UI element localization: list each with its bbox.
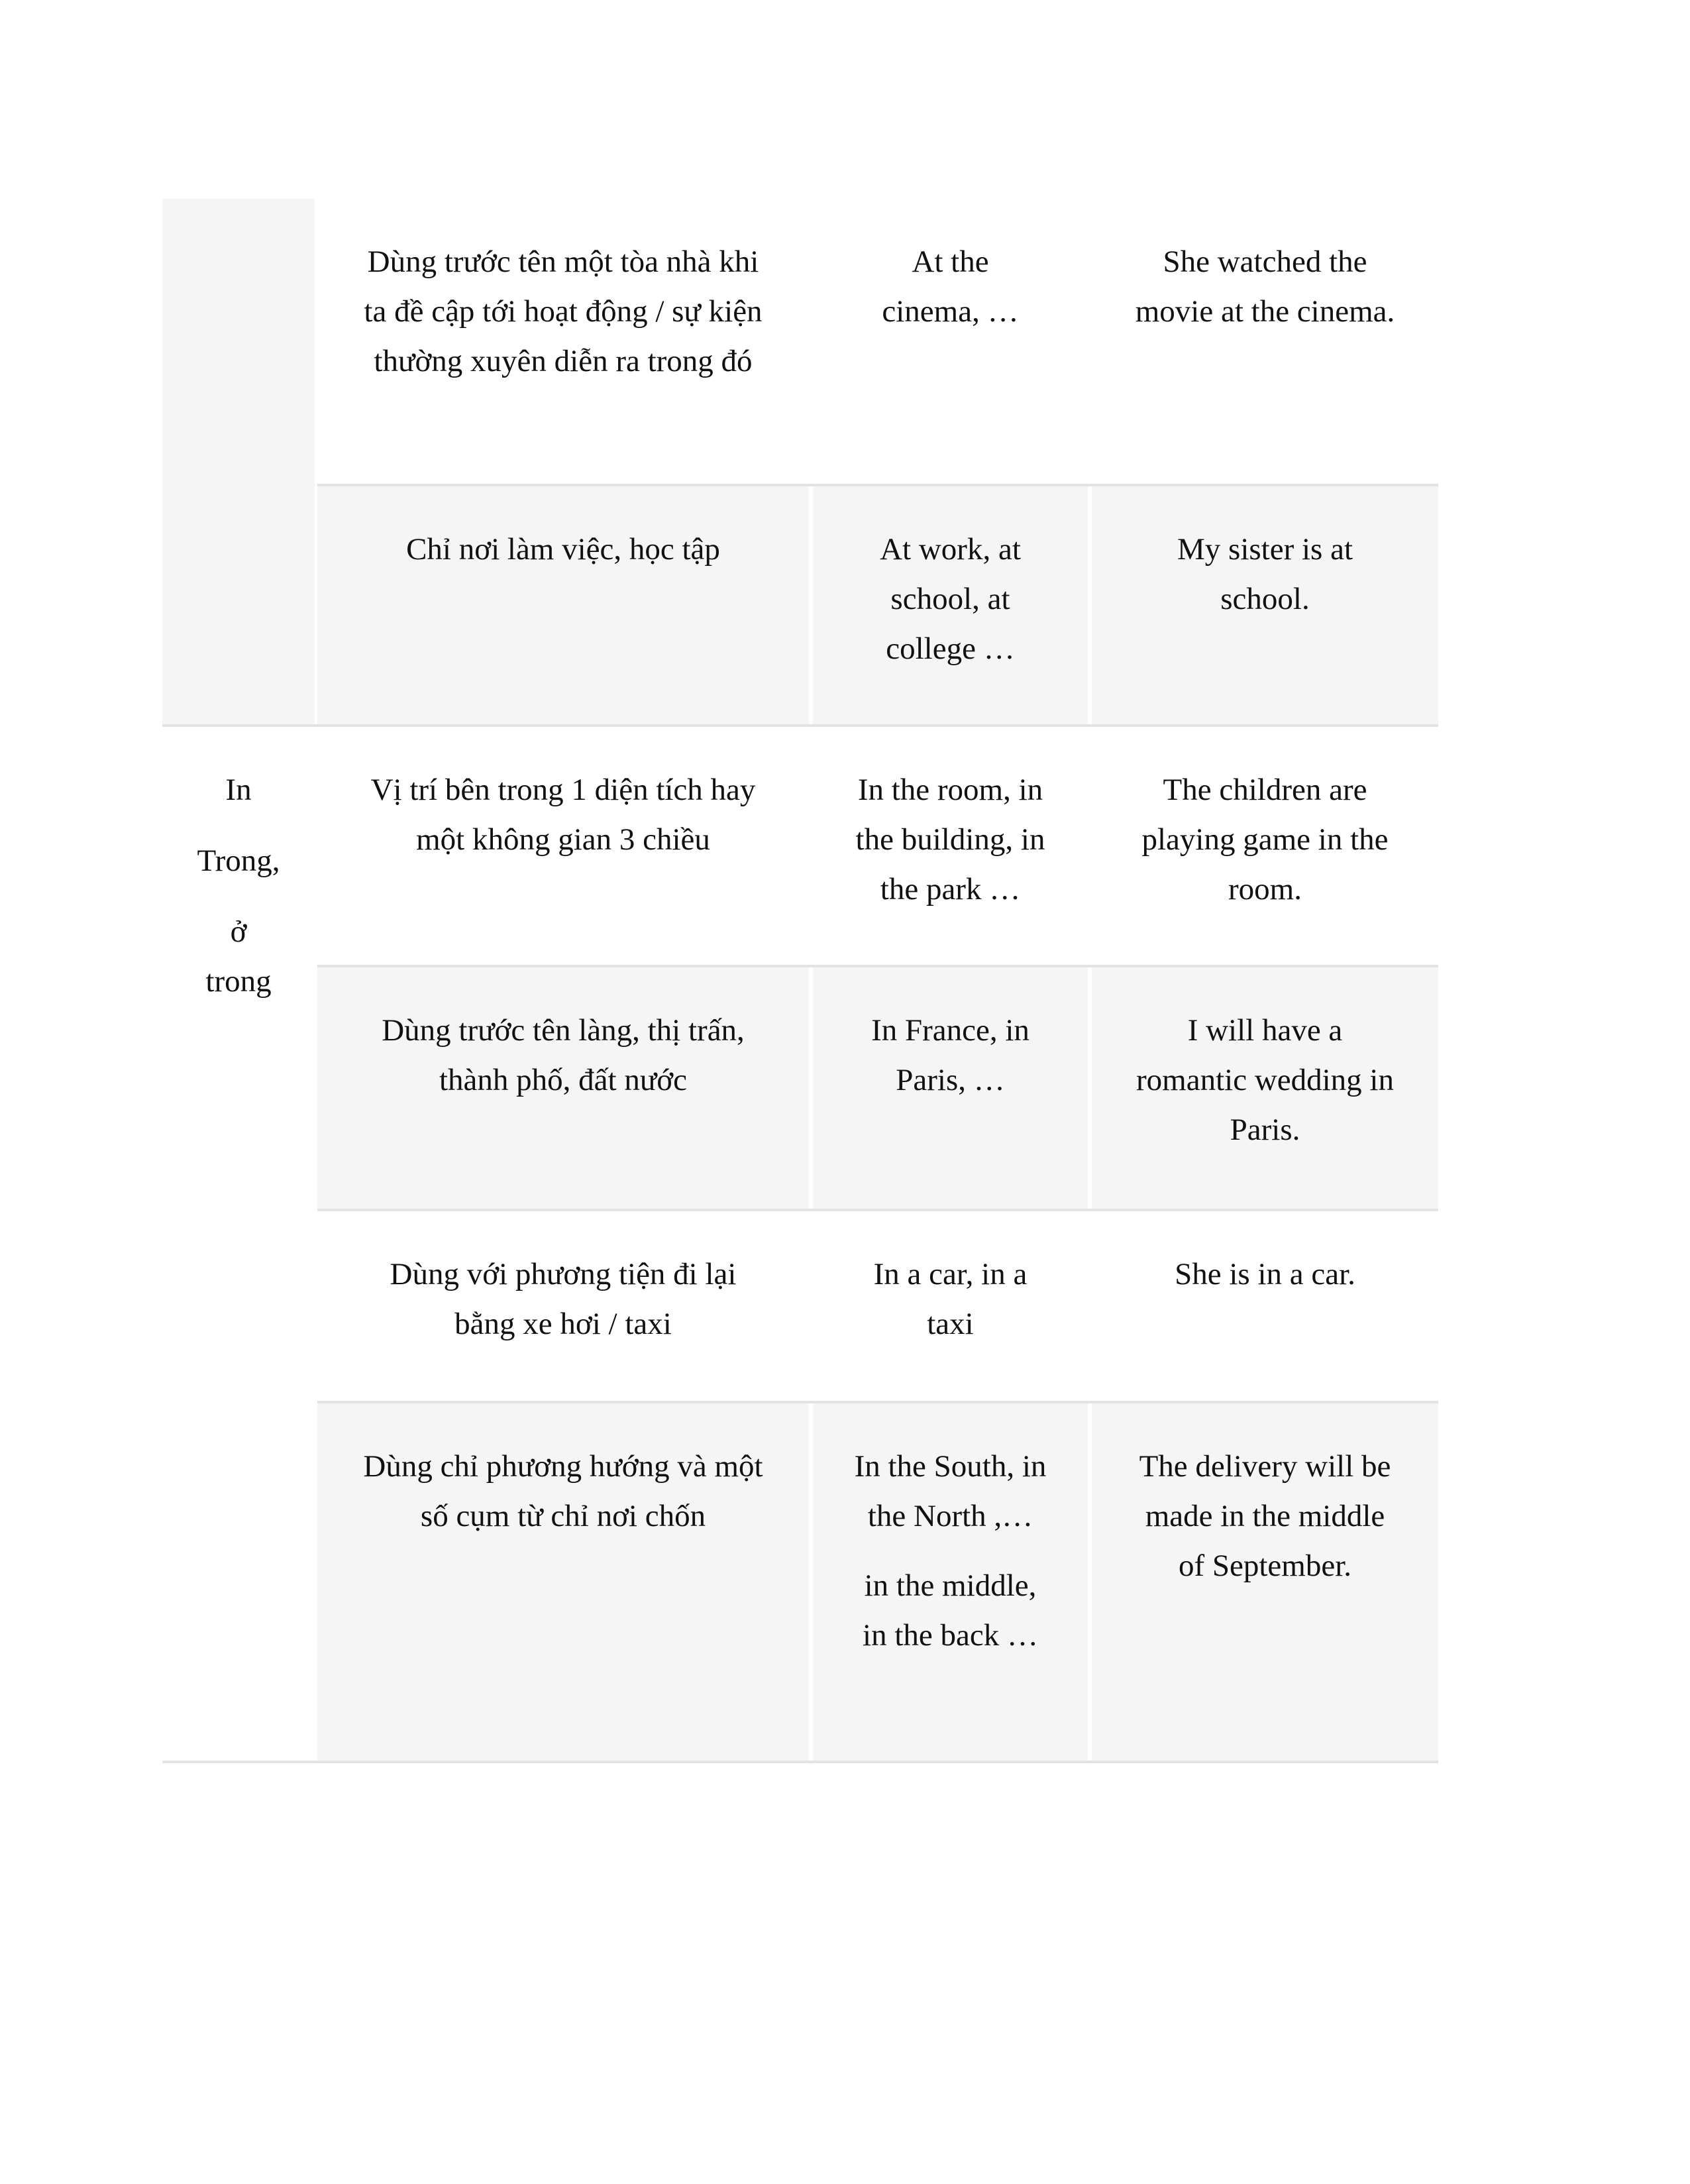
table-row-in-4-sentence: The delivery will be made in the middle of September.	[1092, 1403, 1438, 1761]
table-row-in-1-examples: In the room, in the building, in the park …	[813, 727, 1088, 965]
row-divider	[162, 724, 1438, 727]
table-row-in-3-sentence: She is in a car.	[1092, 1211, 1438, 1401]
table-row-at-2-sentence: My sister is at school.	[1092, 486, 1438, 724]
row-divider	[317, 965, 1438, 967]
table-row-in-2-examples: In France, in Paris, …	[813, 967, 1088, 1209]
at-label-cell	[162, 199, 315, 724]
table-row-at-1-sentence: She watched the movie at the cinema.	[1092, 199, 1438, 484]
in-preposition-label: In Trong, ở trong	[197, 773, 280, 999]
row-divider	[317, 1209, 1438, 1211]
table-row-in-2-usage: Dùng trước tên làng, thị trấn, thành phố, đất nước	[317, 967, 809, 1209]
table-row-at-2-usage: Chỉ nơi làm việc, học tập	[317, 486, 809, 724]
table-row-in-4-examples: In the South, in the North ,… in the middle, in the back …	[813, 1403, 1088, 1761]
table-row-in-2-sentence: I will have a romantic wedding in Paris.	[1092, 967, 1438, 1209]
row-divider	[317, 1401, 1438, 1403]
table-row-at-2-examples: At work, at school, at college …	[813, 486, 1088, 724]
table-row-in-4-usage: Dùng chỉ phương hướng và một số cụm từ chỉ nơi chốn	[317, 1403, 809, 1761]
table-row-in-3-usage: Dùng với phương tiện đi lại bằng xe hơi / taxi	[317, 1211, 809, 1401]
row-divider	[162, 1761, 1438, 1763]
table-row-at-1-usage: Dùng trước tên một tòa nhà khi ta đề cập tới hoạt động / sự kiện thường xuyên diễn ra trong đó	[317, 199, 809, 484]
table-row-in-3-examples: In a car, in a taxi	[813, 1211, 1088, 1401]
row-divider	[317, 484, 1438, 486]
table-row-at-1-examples: At the cinema, …	[813, 199, 1088, 484]
table-row-in-1-sentence: The children are playing game in the room.	[1092, 727, 1438, 965]
table-row-in-1-usage: Vị trí bên trong 1 diện tích hay một không gian 3 chiều	[317, 727, 809, 965]
